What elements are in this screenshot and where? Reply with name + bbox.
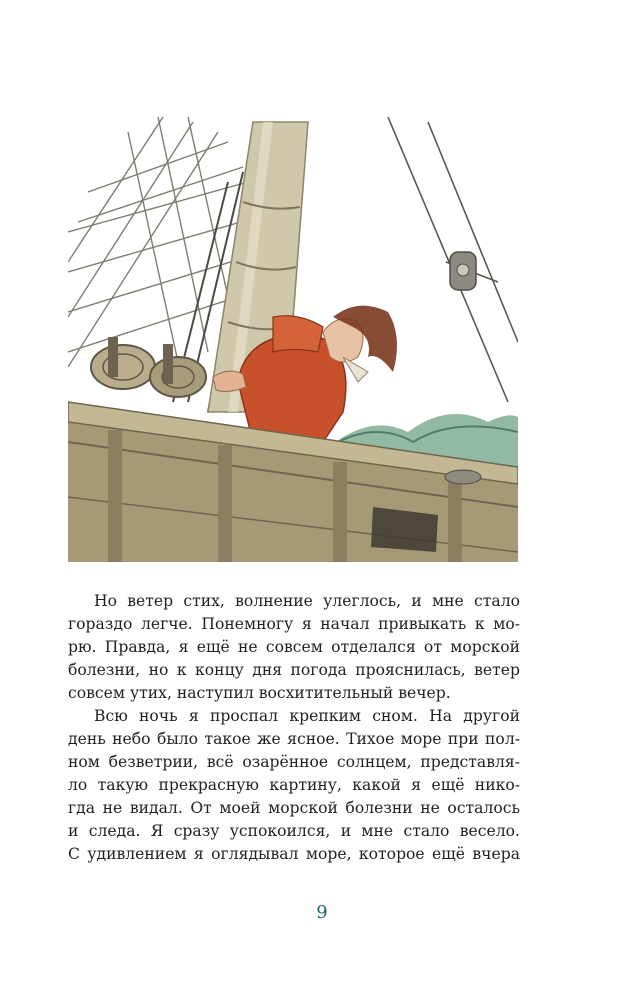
page-number: 9 [316, 902, 328, 923]
ship-deck-illustration [68, 112, 518, 562]
body-text [68, 590, 520, 866]
text-line: и следа. Я сразу успокоился, и мне стало весело. [68, 822, 520, 840]
text-line: Но ветер стих, волнение улеглось, и мне стало [94, 592, 520, 610]
text-line: Всю ночь я проспал крепким сном. На другой [94, 707, 520, 725]
text-line: гда не видал. От моей морской болезни не осталось [68, 799, 520, 817]
text-line: рю. Правда, я ещё не совсем отделался от морской [68, 638, 520, 656]
text-line: болезни, но к концу дня погода прояснилась, ветер [68, 661, 520, 679]
text-line: С удивлением я оглядывал море, которое ещё вчера [68, 845, 520, 863]
text-line: совсем утих, наступил восхитительный вечер. [68, 684, 451, 702]
text-line: день небо было такое же ясное. Тихое море при пол- [68, 730, 520, 748]
text-line: ном безветрии, всё озарённое солнцем, представля- [68, 753, 520, 771]
text-line: гораздо легче. Понемногу я начал привыкать к мо- [68, 615, 520, 633]
watercolor-illustration [68, 112, 518, 562]
text-line: ло такую прекрасную картину, какой я ещё нико- [68, 776, 520, 794]
coiled-ropes [91, 337, 206, 397]
